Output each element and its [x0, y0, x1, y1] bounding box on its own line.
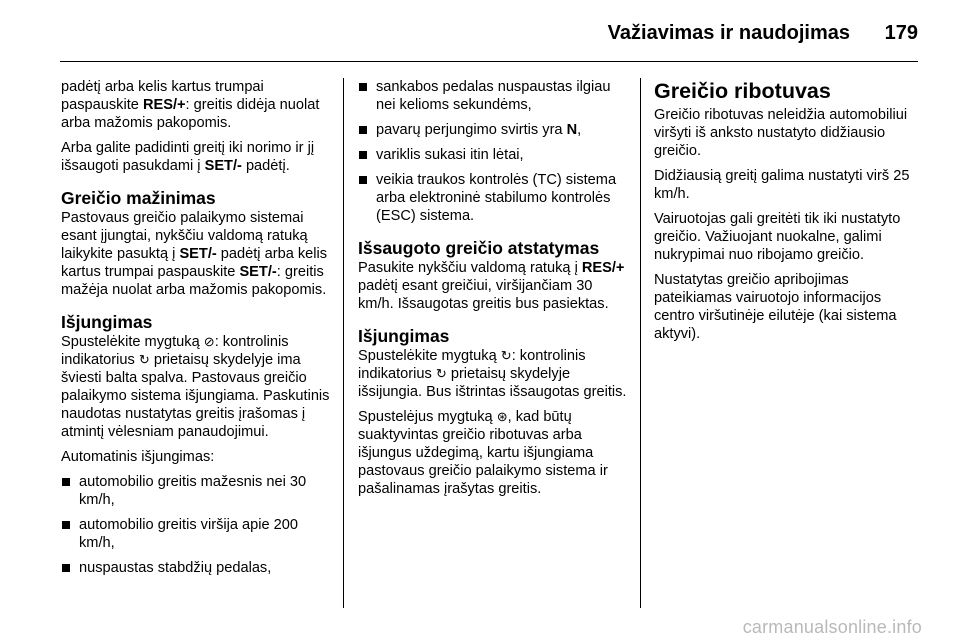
speed-limiter-icon: ⊛	[496, 409, 508, 424]
limiter-off-icon: ⊘	[203, 334, 215, 349]
header-rule	[60, 61, 918, 62]
bullet-square-icon	[359, 176, 367, 184]
section-heading-deactivation: Išjungimas	[61, 312, 153, 332]
column-divider	[343, 78, 344, 608]
bullet-square-icon	[359, 126, 367, 134]
paragraph: Pastovaus greičio palaikymo sistemai esant įjungtai, nykščiu valdomą ratuką laikykite pasuktą į SET/- padėtį arba kelis kartus trumpai paspauskite SET/-: greitis mažėja nuolat arba mažomis pakopomis.	[61, 210, 328, 298]
chapter-title: Važiavimas ir naudojimas	[607, 22, 850, 44]
watermark: carmanualsonline.info	[742, 617, 922, 637]
column-3	[654, 78, 924, 350]
bullet-list	[61, 473, 331, 577]
paragraph: padėtį arba kelis kartus trumpai paspauskite RES/+: greitis didėja nuolat arba mažomis pakopomis.	[61, 79, 320, 131]
paragraph: Spustelėkite mygtuką ⊘: kontrolinis indikatorius ↻ prietaisų skydelyje ima šviesti balta spalva. Pastovaus greičio palaikymo sistema išjungiama. Paskutinis naudotas nustatytas greitis įrašomas į atmintį vėlesniam panaudojimui.	[61, 334, 330, 440]
list-item: variklis sukasi itin lėtai,	[358, 146, 628, 164]
list-item: pavarų perjungimo svirtis yra N,	[358, 121, 628, 139]
section-heading-speed-limiter: Greičio ribotuvas	[654, 79, 831, 103]
list-item: veikia traukos kontrolės (TC) sistema arba elektroninė stabilumo kontrolės (ESC) sistema.	[358, 171, 628, 225]
bullet-square-icon	[359, 151, 367, 159]
paragraph: Spustelėkite mygtuką ↻: kontrolinis indikatorius ↻ prietaisų skydelyje išsijungia. Bus ištrintas išsaugotas greitis.	[358, 348, 627, 400]
list-item: nuspaustas stabdžių pedalas,	[61, 559, 331, 577]
list-item: automobilio greitis viršija apie 200 km/h,	[61, 516, 331, 552]
list-item: sankabos pedalas nuspaustas ilgiau nei kelioms sekundėms,	[358, 78, 628, 114]
section-heading-speed-reduction: Greičio mažinimas	[61, 188, 216, 208]
cruise-button-icon: ↻	[500, 348, 512, 363]
paragraph: Vairuotojas gali greitėti tik iki nustatyto greičio. Važiuojant nuokalne, galimi nukrypimai nuo ribojamo greičio.	[654, 211, 901, 263]
list-item: automobilio greitis mažesnis nei 30 km/h,	[61, 473, 331, 509]
section-heading-restore-speed: Išsaugoto greičio atstatymas	[358, 238, 600, 258]
paragraph: Spustelėjus mygtuką ⊛, kad būtų suaktyvintas greičio ribotuvas arba išjungus uždegimą, kartu išjungiama pastovaus greičio palaikymo sistema ir pašalinamas įrašytas greitis.	[358, 409, 608, 497]
page-number: 179	[884, 22, 918, 44]
section-heading-deactivation: Išjungimas	[358, 326, 450, 346]
paragraph: Didžiausią greitį galima nustatyti virš 25 km/h.	[654, 168, 910, 202]
bullet-square-icon	[62, 564, 70, 572]
column-2	[358, 78, 628, 505]
paragraph: Nustatytas greičio apribojimas pateikiamas vairuotojo informacijos centro viršutinėje eilutėje (kai sistema aktyvi).	[654, 272, 897, 342]
cruise-indicator-icon: ↻	[138, 352, 150, 367]
cruise-indicator-icon: ↻	[435, 366, 447, 381]
column-1	[61, 78, 331, 584]
paragraph: Automatinis išjungimas:	[61, 449, 215, 465]
bullet-square-icon	[62, 478, 70, 486]
paragraph: Greičio ribotuvas neleidžia automobiliui viršyti iš anksto nustatyto didžiausio greičio.	[654, 107, 908, 159]
paragraph: Arba galite padidinti greitį iki norimo ir jį išsaugoti pasukdami į SET/- padėtį.	[61, 140, 315, 174]
bullet-square-icon	[359, 83, 367, 91]
bullet-list	[358, 78, 628, 225]
page-header	[0, 0, 960, 62]
bullet-square-icon	[62, 521, 70, 529]
column-divider	[640, 78, 641, 608]
paragraph: Pasukite nykščiu valdomą ratuką į RES/+ padėtį esant greičiui, viršijančiam 30 km/h. Išsaugotas greitis bus pasiektas.	[358, 260, 625, 312]
